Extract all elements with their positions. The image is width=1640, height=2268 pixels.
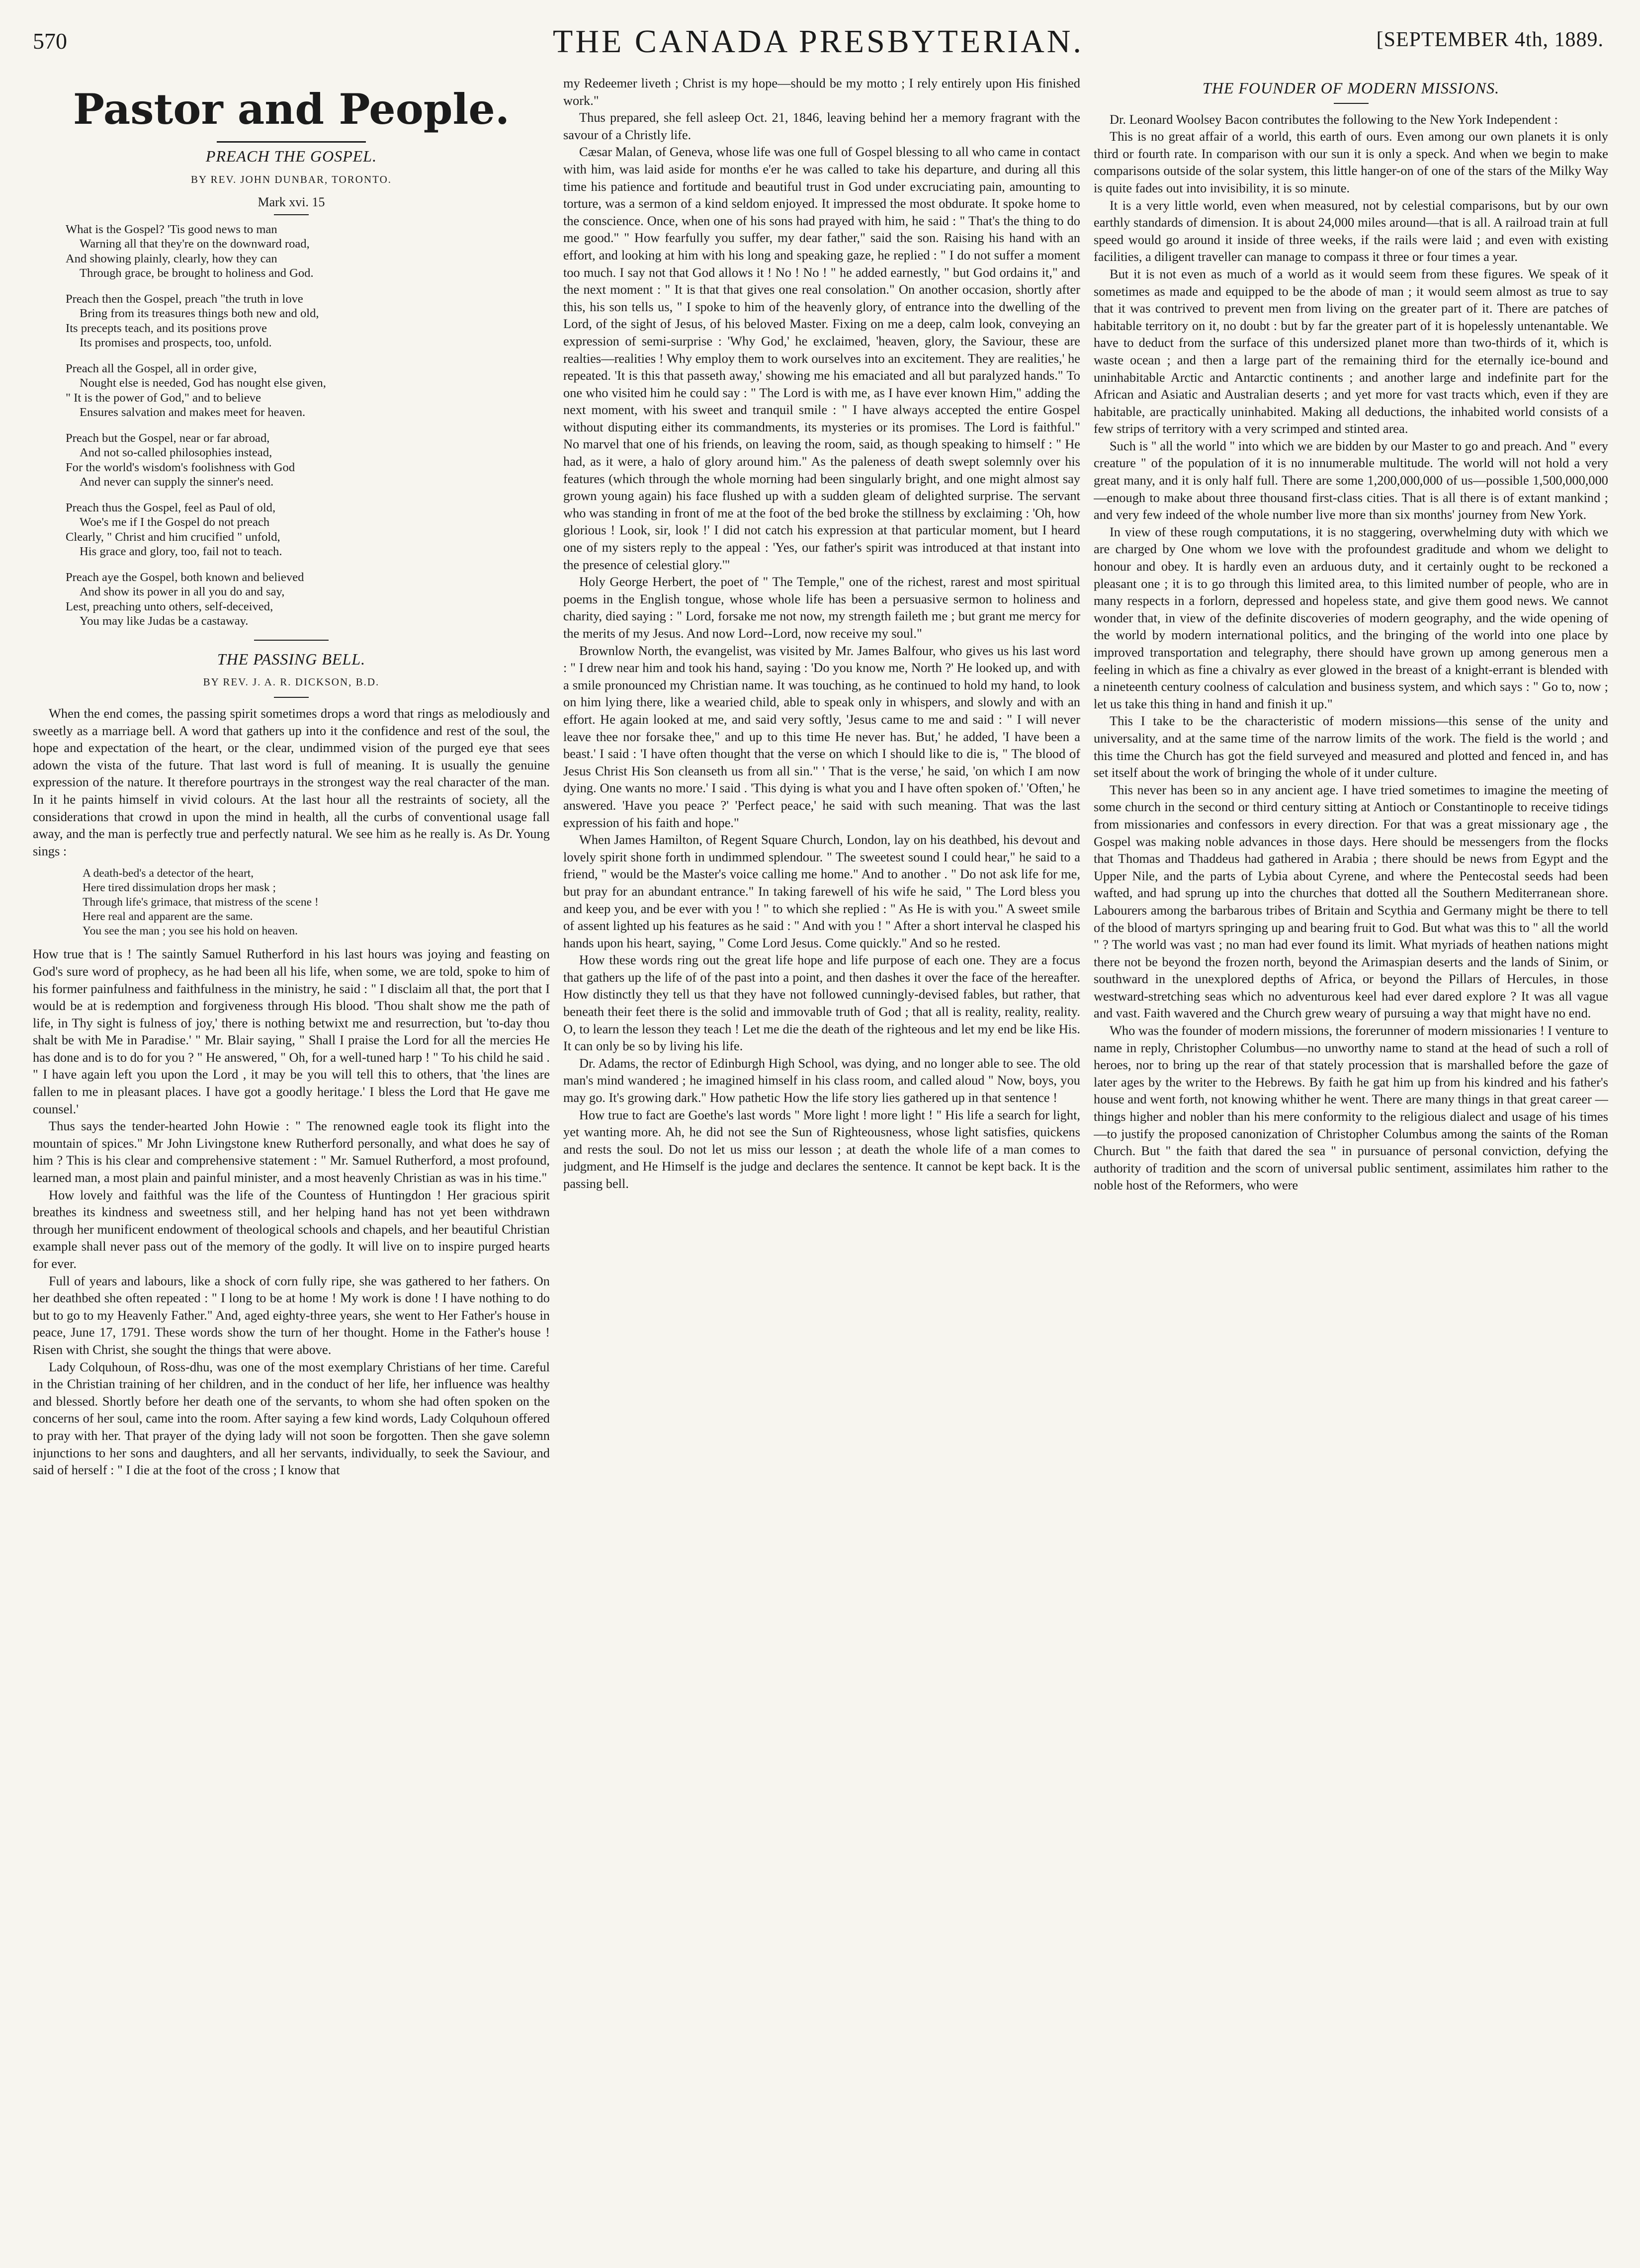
quote-line: You see the man ; you see his hold on heaven.	[83, 924, 298, 938]
verse-quote	[83, 866, 550, 938]
divider	[1334, 103, 1369, 104]
article-paragraph: Brownlow North, the evangelist, was visited by Mr. James Balfour, who gives us his last word : " I drew near him and took his hand, saying : 'Do you know me, North ?' He looked up, and with a smile pronounced my Christian name. It was touching, as he continued to hold my hand, to look on him lying there, like a wearied child, able to speak only in whispers, and slowly and with an effort. He again looked at me, and said very softly, 'Jesus came to me and said : " I will never leave thee nor forsake thee," and up to this time He never has. But,' he added, 'I have been a beast.' I said : 'I have often thought that the verse on which I should like to die is, " The blood of Jesus Christ His Son cleanseth us from all sin." ' That is the verse,' he said, 'on which I am now dying. One wants no more.' I said . 'This dying is what you and I have often spoken of.' 'Often,' he answered. 'Have you peace ?' 'Perfect peace,' he said with such meaning. That was the last expression of his faith and hope."	[563, 643, 1080, 830]
divider	[274, 697, 309, 698]
poem-line: Bring from its treasures things both new and old,	[80, 307, 319, 321]
article-paragraph: my Redeemer liveth ; Christ is my hope—should be my motto ; I rely entirely upon His finished work."	[563, 76, 1080, 108]
column-2	[563, 75, 1080, 2247]
poem-stanza	[66, 501, 550, 559]
article-paragraph: This never has been so in any ancient age. I have tried sometimes to imagine the meeting of some church in the second or third century sitting at Antioch or Constantinople to receive tidings from missionaries and confessors in every direction. For that was a great missionary age , the Gospel was making noble advances in those days. Here should be messengers from the flocks that Thomas and Thaddeus had gathered in Arabia ; there should be news from Egypt and the Upper Nile, and the parts of Lybia about Cyrene, and where the Pentecostal seeds had been wafted, and had sprung up into the churches that dotted all the Southern Mediterranean shore. Labourers among the barbarous tribes of Britain and Scythia and Germany might be there to tell of the blood of martyrs springing up and bearing fruit to God. But what was this to " all the world " ? The world was vast ; no man had ever found its limit. What myriads of heathen nations might there not be beyond the frozen north, beyond the Arimaspian deserts and the lands of Sinim, or southward in the unexplored depths of Africa, or beyond the Pillars of Hercules, in those westward-stretching seas which no adventurous keel had ever dared explore ? It was all vague and vast. Faith wavered and the Church grew weary of pursuing a way that might have no end.	[1094, 782, 1608, 1021]
article-paragraph: When the end comes, the passing spirit sometimes drops a word that rings as melodiously and sweetly as a marriage bell. A word that gathers up into it the confidence and rest of the soul, the hope and expectation of the heart, or the clear, undimmed vision of the purged eye that sees adown the vista of the future. That last word is full of meaning. It is usually the genuine expression of the nature. It therefore pourtrays in the strongest way the real character of the man. In it he paints himself in vivid colours. At the last hour all the restraints of society, all the considerations that crowd in upon the mind in health, all the curbs of conventional usage fall away, and the man is perfectly true and perfectly natural. We see him as he really is. As Dr. Young sings :	[33, 705, 550, 858]
poem-stanza	[66, 361, 550, 420]
poem-line: Preach then the Gospel, preach "the truth in love	[66, 292, 303, 306]
section-rule	[217, 141, 366, 143]
poem-stanza	[66, 222, 550, 281]
poem-line: Its promises and prospects, too, unfold.	[80, 336, 272, 350]
poem-line: Woe's me if I the Gospel do not preach	[80, 515, 270, 529]
article-paragraph: Holy George Herbert, the poet of " The Temple," one of the richest, rarest and most spiritual poems in the English tongue, whose whole life has been a persuasive sermon to holiness and charity, died saying : " Lord, forsake me not now, my strength faileth me ; but grant me mercy for the merits of my Jesus. And now Lord--Lord, now receive my soul."	[563, 574, 1080, 641]
poem-line: Preach but the Gospel, near or far abroad,	[66, 431, 270, 445]
article-paragraph: How true to fact are Goethe's last words " More light ! more light ! " His life a search for light, yet wanting more. Ah, he did not see the Sun of Righteousness, whose light satisfies, quickens and rests the soul. Do not let us miss our lesson ; at death the whole life of a man comes to judgment, and He Himself is the judge and declares the sentence. It cannot be kept back. It is the passing bell.	[563, 1107, 1080, 1191]
article-paragraph: This I take to be the characteristic of modern missions—this sense of the unity and universality, and at the same time of the narrow limits of the work. The field is the world ; and this time the Church has got the field surveyed and measured and plotted and fenced in, and has set itself about the work of bringing the whole of it under culture.	[1094, 713, 1608, 780]
poem-line: Nought else is needed, God has nought else given,	[80, 376, 326, 390]
quote-line: Here tired dissimulation drops her mask ;	[83, 881, 276, 895]
poem-line: Clearly, " Christ and him crucified " unfold,	[66, 530, 280, 544]
article-paragraph: Dr. Adams, the rector of Edinburgh High School, was dying, and no longer able to see. The old man's mind wandered ; he imagined himself in his class room, and called aloud " Now, boys, you may go. It's growing dark." How pathetic How the life story lies gathered up in that sentence !	[563, 1055, 1080, 1105]
article-title: THE FOUNDER OF MODERN MISSIONS.	[1202, 79, 1500, 97]
poem-line: And never can supply the sinner's need.	[80, 475, 274, 489]
article-intro: Dr. Leonard Woolsey Bacon contributes the following to the New York Independent :	[1110, 111, 1558, 127]
article-paragraph: Such is " all the world " into which we are bidden by our Master to go and preach. And " every creature " of the population of it is no innumerable multitude. The world will not hold a very great many, and it is only half full. There are some 1,200,000,000 of us—possible 1,500,000,000—enough to make about three thousand first-class cities. That is all there is of extant mankind ; and very few indeed of the whole number live more than six months' journey from New York.	[1094, 438, 1608, 522]
article-paragraph: Who was the founder of modern missions, the forerunner of modern missionaries ! I venture to name in reply, Christopher Columbus—no unworthy name to stand at the head of such a roll of heroes, nor to bring up the rear of that stately procession that is marshalled before the gaze of later ages by the writer to the Hebrews. By faith he gat him up from his kindred and his father's house and went forth, not knowing whither he went. There are many things in that great career —things higher and nobler than his mere conformity to the religious dialect and usage of his times—to justify the proposed canonization of Christopher Columbus among the saints of the Roman Church. But " the faith that dared the sea " in pursuance of personal conviction, defying the authority of tradition and the scorn of universal public sentiment, assimilates him rather to the noble host of the Reformers, who were	[1094, 1023, 1608, 1193]
poem-line: And not so-called philosophies instead,	[80, 446, 272, 460]
divider	[254, 640, 329, 641]
article-paragraph: How true that is ! The saintly Samuel Rutherford in his last hours was joying and feasting on God's sure word of prophecy, as he had been all his life, when some, we are told, spoke to him of his former painfulness and faithfulness in the ministry, he said : " I disclaim all that, the port that I would be at is redemption and forgiveness through His blood. 'Thou shalt show me the path of life, in Thy sight is fulness of joy,' there is nothing betwixt me and resurrection, but 'to-day thou shalt be with Me in Paradise.' " Mr. Blair saying, " Shall I praise the Lord for all the mercies He has done and is to do for you ? " He answered, " Oh, for a well-tuned harp ! " To his child he said . " I have again left you upon the Lord , it may be you will tell this to others, that 'the lines are fallen to me in pleasant places. I have got a goodly heritage.' I bless the Lord that He gave me counsel.'	[33, 946, 550, 1116]
poem-line: Through grace, be brought to holiness and God.	[80, 266, 314, 280]
article-paragraph: Cæsar Malan, of Geneva, whose life was one full of Gospel blessing to all who came in contact with him, was laid aside for months e'er he was called to take his departure, and during all this time his patience and fortitude and beautiful trust in God under excruciating pain, amounting to torture, was a sermon of a kind seldom enjoyed. It impressed the most obdurate. It spoke home to the conscience. Once, when one of his sons had prayed with him, he said : " That's the thing to do me good." " How fearfully you suffer, my dear father," said the son. Raising his hand with an effort, and looking at him with his long and speaking gaze, he replied : " I do not suffer a moment too much. I say not that God allows it ! No ! No ! " he added earnestly, " but God ordains it," and the next moment : " It is that that gives one real consolation." On another occasion, shortly after this, his son tells us, " I spoke to him of the heavenly glory, of entrance into the dwelling of the Lord, of the sight of Jesus, of his beloved Master. Fixing on me a deep, calm look, conveying an expression of semi-surprise : 'Why God,' he exclaimed, 'heaven, glory, the Saviour, these are realties—realities ! Why employ them to work ourselves into an excitement. They are realities,' he repeated. 'It is this that passeth away,' showing me his emaciated and all but paralyzed hands." To one who visited him he could say : " The Lord is with me, as I have ever known Him," adding the next moment, with his sweet and tranquil smile : " I have always accepted the entire Gospel without disputing either its commandments, its mysteries or its promises. The Lord is faithful." No marvel that one of his friends, on leaving the room, said, as though speaking to himself : " He had, as it were, a halo of glory around him." As the paleness of death swept solemnly over his features (which through the whole morning had been singularly bright, and one might almost say grown young again) his face flushed up with a sudden gleam of delighted surprise. The servant who was standing in front of me at the foot of the bed broke the stillness by exclaiming : 'Oh, how glorious ! Look, sir, look !' I did not catch his expression at that particular moment, but I heard one of my sisters reply to the appeal : 'Yes, our father's spirit was introduced at that instant into the presence of celestial glory.'"	[563, 144, 1080, 572]
poem-title: PREACH THE GOSPEL.	[205, 147, 377, 165]
article-paragraph: Thus prepared, she fell asleep Oct. 21, 1846, leaving behind her a memory fragrant with the savour of a Christly life.	[563, 110, 1080, 142]
poem-byline: BY REV. JOHN DUNBAR, TORONTO.	[191, 173, 392, 185]
column-1	[33, 75, 550, 2247]
page-number: 570	[33, 28, 67, 54]
article-paragraph: Lady Colquhoun, of Ross-dhu, was one of the most exemplary Christians of her time. Careful in the Christian training of her children, and in the conduct of her life, her influence was healthy and blessed. Shortly before her death one of the servants, to whom she had often spoken on the concerns of her soul, came into the room. After saying a few kind words, Lady Colquhoun offered to pray with her. That prayer of the dying lady will not soon be forgotten. Then she gave solemn injunctions to her sons and daughters, and all her servants, individually, to seek the Saviour, and said of herself : " I die at the foot of the cross ; I know that	[33, 1359, 550, 1478]
poem-line: Preach all the Gospel, all in order give,	[66, 361, 257, 375]
masthead	[33, 19, 1604, 79]
poem-line: What is the Gospel? 'Tis good news to man	[66, 222, 277, 236]
quote-line: A death-bed's a detector of the heart,	[83, 867, 254, 880]
newspaper-title: THE CANADA PRESBYTERIAN.	[553, 23, 1084, 60]
article-paragraph: Full of years and labours, like a shock of corn fully ripe, she was gathered to her fathers. On her deathbed she often repeated : " I long to be at home ! My work is done ! I have nothing to do but to go to my Heavenly Father." And, aged eighty-three years, she went to Her Father's house in peace, June 17, 1791. These words show the turn of her thought. Home in the Father's house ! Risen with Christ, she sought the things that were above.	[33, 1273, 550, 1357]
poem-line: Warning all that they're on the downward road,	[80, 237, 310, 251]
article-paragraph: In view of these rough computations, it is no staggering, overwhelming duty with which we are charged by One whom we love with the profoundest graditude and whom we delight to honour and obey. It is hardly even an arduous duty, and it certainly ought to be reckoned a pleasant one ; it is to go through this limited area, to this limited number of people, who are in many respects in a forlorn, depressed and hopeless state, and give them good news. We cannot wonder that, in view of the definite discoveries of modern geography, and the wide opening of the world by modern international politics, and the bringing of the world into one place by improved transportation and telegraphy, there should have grown up among generous men a feeling in which as fine a chivalry as ever glowed in the breast of a knight-errant is blended with a nineteenth century coolness of calculation and business system, and which says : " Go to, now ; let us take this thing in hand and finish it up."	[1094, 524, 1608, 711]
poem-line: Its precepts teach, and its positions prove	[66, 321, 267, 335]
poem-line: Preach aye the Gospel, both known and believed	[66, 570, 304, 584]
article-paragraph: When James Hamilton, of Regent Square Church, London, lay on his deathbed, his devout and lovely spirit shone forth in undimmed splendour. " The sweetest sound I could hear," he said to a friend, " would be the Master's voice calling me home." And to another . " Do not ask life for me, but pray for an abundant entrance." In taking farewell of his wife he said, " The Lord bless you and keep you, and be ever with you ! " to which she replied : " As He is with you." A sweet smile of assent lighted up his features as he said : " And with you ! " After a short interval he clasped his hands upon his heart, saying, " Come Lord Jesus. Come quickly." And so he rested.	[563, 832, 1080, 950]
quote-line: Here real and apparent are the same.	[83, 910, 253, 924]
poem-line: And showing plainly, clearly, how they can	[66, 252, 277, 265]
article-byline: BY REV. J. A. R. DICKSON, B.D.	[203, 676, 380, 688]
article-paragraph: It is a very little world, even when measured, not by celestial comparisons, but by our own earthly standards of dimension. It is about 24,000 miles around—that is all. A railroad train at full speed would go around it inside of three weeks, if the rails were laid ; and even with existing facilities, a diligent traveller can manage to compass it three or four times a year.	[1094, 197, 1608, 264]
article-paragraph: How these words ring out the great life hope and life purpose of each one. They are a focus that gathers up the life of of the past into a point, and then dashes it over the face of the hereafter. How distinctly they tell us that they have not followed cunningly-devised fables, but rather, that beneath their feet there is the solid and immovable truth of God ; that all is reality, reality, reality. O, to learn the lesson they teach ! Let me die the death of the righteous and let my end be like His. It can only be so by living his life.	[563, 952, 1080, 1054]
divider	[274, 214, 309, 215]
article-paragraph: How lovely and faithful was the life of the Countess of Huntingdon ! Her gracious spirit breathes its kindness and sweetness still, and her helping hand has not yet been withdrawn through her munificent endowment of theological schools and chapels, and her beautiful Christian example shall never pass out of the memory of the godly. It will live on to inspire purged hearts for ever.	[33, 1187, 550, 1271]
issue-date: [SEPTEMBER 4th, 1889.	[1376, 28, 1604, 51]
article-title: THE PASSING BELL.	[217, 650, 366, 668]
poem-stanza	[66, 570, 550, 629]
poem-line: " It is the power of God," and to believe	[66, 391, 261, 405]
article-paragraph: Thus says the tender-hearted John Howie : " The renowned eagle took its flight into the mountain of spices." Mr John Livingstone knew Rutherford personally, and what does he say of him ? This is his clear and comprehensive statement : " Mr. Samuel Rutherford, a most profound, learned man, a most plain and painful minister, and a most heavenly Christian as was in his time."	[33, 1118, 550, 1185]
column-3	[1094, 75, 1608, 2247]
quote-line: Through life's grimace, that mistress of the scene !	[83, 896, 319, 909]
poem-line: His grace and glory, too, fail not to teach.	[80, 545, 282, 559]
poem-line: Preach thus the Gospel, feel as Paul of old,	[66, 501, 276, 514]
article-paragraph: But it is not even as much of a world as it would seem from these figures. We speak of it sometimes as made and equipped to be the abode of man ; it would seem almost as true to say that it was contrived to prevent men from living on the greater part of it. There are patches of habitable territory on it, no doubt : but by far the greater part of it is hopelessly untenantable. We have to deduct from the surface of this undersized planet more than two-thirds of it, which is waste ocean ; and then a large part of the remaining third for the eternally ice-bound and uninhabitable Arctic and Antarctic continents ; and another large and indefinite part for the African and Asiatic and Australian deserts ; and yet more for vast tracts which, even if they are habitable, are practically uninhabited. Making all deductions, the inhabited world consists of a few strips of territory with a very scrimped and stinted area.	[1094, 266, 1608, 436]
article-paragraph: This is no great affair of a world, this earth of ours. Even among our own planets it is only third or fourth rate. In comparison with our sun it is only a speck. And when we begin to make comparisons outside of the solar system, this little hanger-on of one of the stars of the Milky Way is quite fades out into invisibility, it is so minute.	[1094, 129, 1608, 195]
poem-line: Lest, preaching unto others, self-deceived,	[66, 599, 273, 613]
poem-line: Ensures salvation and makes meet for heaven.	[80, 406, 306, 420]
poem-line: For the world's wisdom's foolishness with God	[66, 460, 295, 474]
poem-line: You may like Judas be a castaway.	[80, 614, 249, 628]
poem-stanza	[66, 431, 550, 490]
poem-stanza	[66, 292, 550, 350]
section-heading: Pastor and People.	[73, 84, 510, 134]
scripture-reference: Mark xvi. 15	[258, 195, 325, 210]
poem-line: And show its power in all you do and say,	[80, 585, 285, 599]
